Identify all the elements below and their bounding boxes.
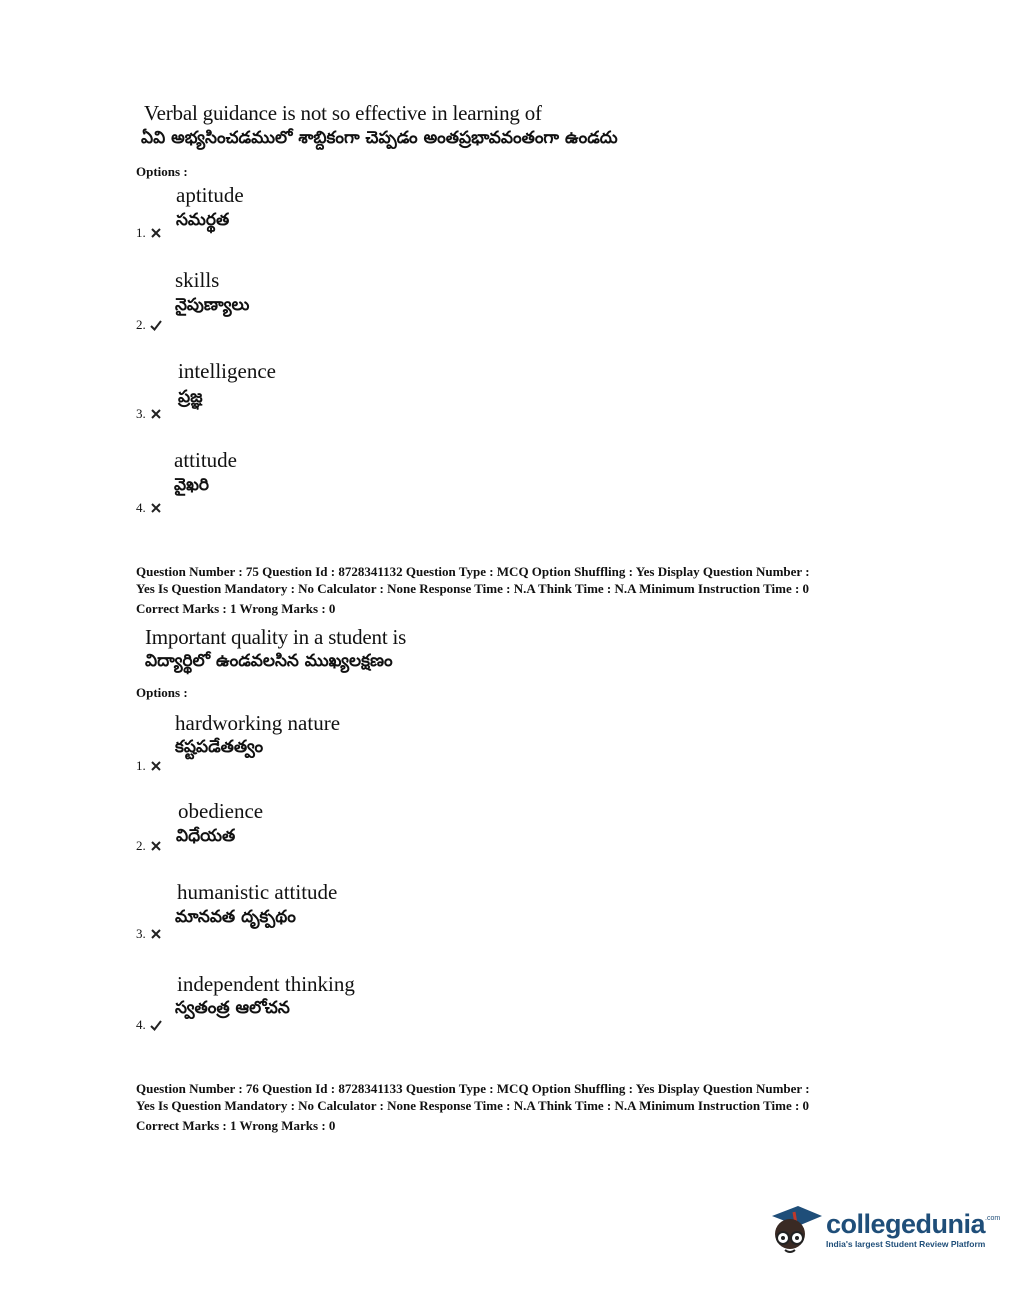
- option-number: [136, 758, 162, 774]
- option-number-label: 1.: [136, 758, 146, 773]
- question-text-te: విద్యార్థిలో ఉండవలసిన ముఖ్యలక్షణం: [145, 651, 393, 671]
- question-marks: Correct Marks : 1 Wrong Marks : 0: [136, 1118, 336, 1133]
- options-label: Options :: [136, 164, 188, 179]
- brand-name: collegedunia: [826, 1209, 986, 1239]
- logo-wordmark: [826, 1209, 1000, 1240]
- cross-icon: [150, 408, 162, 420]
- question-text-te: ఏవి అభ్యసించడములో శాబ్దికంగా చెప్పడం అంతప్రభావవంతంగా ఉండదు: [141, 128, 618, 148]
- question-text-en: Verbal guidance is not so effective in learning of: [144, 101, 542, 125]
- option-text-en: humanistic attitude: [177, 880, 338, 904]
- option-text-te: నైపుణ్యాలు: [175, 295, 250, 315]
- option-number: [136, 406, 162, 422]
- option-text-en: skills: [175, 268, 220, 292]
- question-marks: Correct Marks : 1 Wrong Marks : 0: [136, 601, 336, 616]
- option-number: [136, 1017, 162, 1033]
- option-text-te: వైఖరి: [174, 475, 210, 495]
- option-text-te: విధేయత: [176, 826, 236, 846]
- option-number-label: 3.: [136, 406, 146, 421]
- option-text-en: aptitude: [176, 183, 244, 207]
- cross-icon: [150, 928, 162, 940]
- option-number: [136, 500, 162, 516]
- options-label: Options :: [136, 685, 188, 700]
- option-text-te: ప్రజ్ఞ: [178, 387, 203, 407]
- option-text-te: కష్టపడేతత్వం: [175, 737, 264, 757]
- question-meta-line: Yes Is Question Mandatory : No Calculator : None Response Time : N.A Think Time : N.A Minimum Instruction Time : 0: [136, 1098, 810, 1113]
- logo-text-group: [826, 1209, 1000, 1249]
- option-text-en: independent thinking: [177, 972, 355, 996]
- option-number: [136, 317, 162, 333]
- brand-suffix: .com: [985, 1215, 1001, 1222]
- option-number-label: 3.: [136, 926, 146, 941]
- option-number-label: 4.: [136, 500, 146, 515]
- mascot-icon: [766, 1198, 824, 1260]
- option-number-label: 2.: [136, 838, 146, 853]
- option-text-te: స్వతంత్ర ఆలోచన: [175, 998, 290, 1018]
- check-icon: [150, 1019, 162, 1031]
- option-number-label: 1.: [136, 225, 146, 240]
- cross-icon: [150, 502, 162, 514]
- question-meta-line: Question Number : 75 Question Id : 8728341132 Question Type : MCQ Option Shuffling : Yes Display Question Number :: [136, 564, 810, 579]
- cross-icon: [150, 840, 162, 852]
- question-meta: [136, 1080, 810, 1134]
- option-text-te: మానవత దృక్పథం: [175, 907, 296, 927]
- brand-tagline: India's largest Student Review Platform: [826, 1239, 986, 1249]
- collegedunia-logo: [766, 1198, 1000, 1260]
- option-text-te: సమర్థత: [176, 210, 230, 230]
- question-text-en: Important quality in a student is: [145, 625, 407, 649]
- cross-icon: [150, 760, 162, 772]
- option-number: [136, 926, 162, 942]
- option-text-en: intelligence: [178, 359, 276, 383]
- option-text-en: attitude: [174, 448, 237, 472]
- question-meta-line: Yes Is Question Mandatory : No Calculator : None Response Time : N.A Think Time : N.A Minimum Instruction Time : 0: [136, 581, 810, 596]
- option-number-label: 4.: [136, 1017, 146, 1032]
- question-meta: [136, 563, 810, 617]
- option-number: [136, 838, 162, 854]
- option-number: [136, 225, 162, 241]
- option-text-en: obedience: [178, 799, 264, 823]
- cross-icon: [150, 227, 162, 239]
- question-meta-line: Question Number : 76 Question Id : 8728341133 Question Type : MCQ Option Shuffling : Yes Display Question Number :: [136, 1081, 810, 1096]
- option-text-en: hardworking nature: [175, 711, 341, 735]
- check-icon: [150, 319, 162, 331]
- option-number-label: 2.: [136, 317, 146, 332]
